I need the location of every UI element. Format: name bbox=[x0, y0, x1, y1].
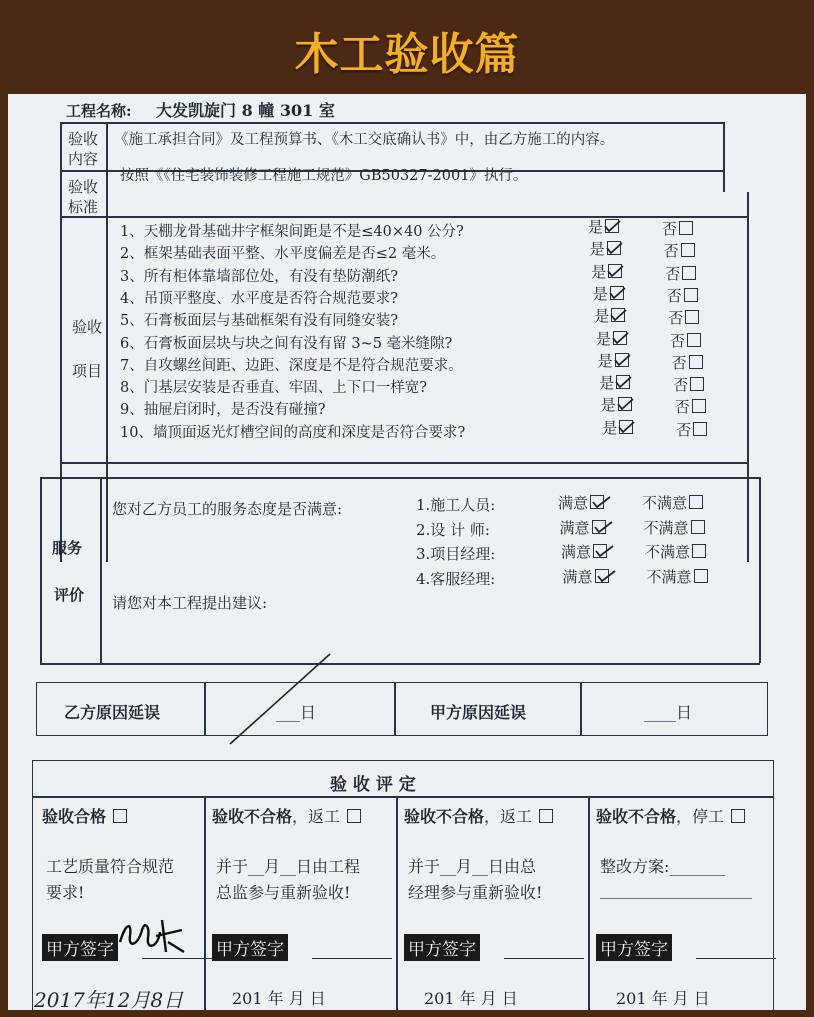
content-label-top: 验收 bbox=[68, 130, 99, 148]
unsatisfied-checkbox[interactable] bbox=[647, 566, 708, 587]
check-mark-icon bbox=[604, 220, 624, 234]
inspection-item: 10、墙顶面返光灯槽空间的高度和深度是否符合要求? bbox=[120, 424, 466, 441]
signature-line bbox=[696, 958, 776, 959]
no-label: 否 bbox=[673, 376, 689, 395]
handwritten-signature bbox=[116, 912, 188, 964]
handwritten-date: 2017年12月8日 bbox=[34, 988, 184, 1010]
inspection-item: 3、所有柜体靠墙部位处，有没有垫防潮纸? bbox=[120, 268, 398, 285]
yes-label: 是 bbox=[599, 374, 615, 393]
date-blank: 201 年 月 日 bbox=[616, 989, 710, 1008]
party-a-signature-label: 甲方签字 bbox=[42, 934, 118, 961]
service-staff-label: 3.项目经理: bbox=[416, 545, 496, 563]
checkbox-box bbox=[691, 520, 705, 534]
project-label: 工程名称: bbox=[66, 102, 132, 120]
no-label: 否 bbox=[668, 309, 684, 328]
no-label: 否 bbox=[666, 286, 682, 305]
no-label: 否 bbox=[674, 398, 690, 417]
no-checkbox[interactable] bbox=[670, 330, 701, 351]
no-label: 否 bbox=[676, 420, 692, 439]
yes-checkbox[interactable] bbox=[588, 216, 619, 237]
yes-label: 是 bbox=[594, 307, 610, 326]
rule bbox=[580, 682, 582, 736]
rule bbox=[60, 462, 748, 464]
no-checkbox[interactable] bbox=[665, 263, 696, 284]
check-mark-icon bbox=[592, 496, 614, 510]
evaluation-option-title: 验收不合格 bbox=[596, 807, 677, 826]
no-checkbox[interactable] bbox=[673, 374, 704, 395]
standard-text: 按照《《住宅装饰装修工程施工规范》GB50327-2001》执行。 bbox=[120, 168, 528, 184]
unsatisfied-label: 不满意 bbox=[646, 567, 692, 586]
evaluation-title: 验 收 评 定 bbox=[330, 775, 416, 795]
check-mark-icon bbox=[612, 332, 632, 346]
yes-checkbox[interactable] bbox=[594, 305, 625, 326]
rule bbox=[394, 682, 396, 736]
delay-days-b: ___日 bbox=[276, 703, 317, 722]
checkbox-box bbox=[539, 809, 553, 823]
standard-label-top: 验收 bbox=[68, 178, 99, 196]
date-blank: 201 年 月 日 bbox=[424, 989, 518, 1008]
check-mark-icon bbox=[607, 265, 627, 279]
rule bbox=[40, 477, 42, 665]
yes-label: 是 bbox=[588, 218, 604, 236]
rule bbox=[106, 122, 108, 562]
banner bbox=[0, 0, 814, 92]
items-label-top: 验收 bbox=[72, 318, 103, 336]
rule bbox=[747, 192, 749, 562]
no-label: 否 bbox=[662, 220, 678, 238]
inspection-form-photo bbox=[8, 94, 806, 1010]
no-checkbox[interactable] bbox=[676, 419, 707, 440]
evaluation-option[interactable] bbox=[42, 804, 127, 827]
banner-title: 木工验收篇 bbox=[294, 29, 520, 80]
unsatisfied-checkbox[interactable] bbox=[645, 541, 706, 562]
evaluation-body-line: 总监参与重新验收! bbox=[216, 883, 351, 902]
no-checkbox[interactable] bbox=[664, 240, 695, 261]
check-mark-icon bbox=[594, 521, 616, 535]
yes-checkbox[interactable] bbox=[598, 350, 629, 371]
rule bbox=[32, 796, 774, 798]
rule bbox=[40, 477, 760, 479]
evaluation-option-action: ，停工 bbox=[676, 807, 725, 826]
checkbox-box bbox=[731, 809, 745, 823]
rule bbox=[60, 122, 724, 124]
service-staff-label: 2.设 计 师: bbox=[416, 520, 490, 539]
evaluation-body-line: ___________________ bbox=[600, 880, 752, 899]
checkbox-box bbox=[694, 569, 708, 583]
rule bbox=[100, 477, 102, 665]
no-checkbox[interactable] bbox=[672, 352, 703, 373]
delay-party-b: 乙方原因延误 bbox=[64, 703, 161, 722]
evaluation-option-action: ，返工 bbox=[484, 807, 533, 826]
check-mark-icon bbox=[610, 309, 630, 323]
satisfied-label: 满意 bbox=[561, 543, 592, 561]
evaluation-body-line: 经理参与重新验收! bbox=[408, 883, 543, 902]
rule bbox=[759, 477, 761, 663]
delay-party-a: 甲方原因延误 bbox=[430, 703, 527, 722]
inspection-form bbox=[8, 94, 806, 1010]
evaluation-body-line: 整改方案:_______ bbox=[600, 857, 726, 876]
evaluation-option-title: 验收不合格 bbox=[212, 807, 293, 826]
check-mark-icon bbox=[618, 421, 638, 435]
satisfied-checkbox[interactable] bbox=[558, 492, 604, 513]
yes-checkbox[interactable] bbox=[593, 283, 624, 304]
yes-label: 是 bbox=[596, 329, 612, 348]
inspection-item: 8、门基层安装是否垂直、牢固、上下口一样宽? bbox=[120, 380, 427, 397]
check-mark-icon bbox=[595, 545, 617, 559]
service-suggest: 请您对本工程提出建议: bbox=[112, 594, 268, 612]
yes-label: 是 bbox=[589, 240, 605, 259]
no-checkbox[interactable] bbox=[667, 285, 698, 306]
yes-checkbox[interactable] bbox=[599, 372, 630, 393]
checkbox-box bbox=[113, 809, 127, 823]
rule bbox=[204, 796, 206, 1010]
signature-scribble bbox=[116, 912, 188, 956]
checkbox-box bbox=[693, 422, 707, 436]
checkbox-box bbox=[685, 310, 699, 324]
evaluation-body-line: 并于__月__日由工程 bbox=[216, 857, 361, 876]
checkbox-box bbox=[682, 266, 696, 280]
delay-days-a: ____日 bbox=[644, 703, 693, 722]
evaluation-option[interactable] bbox=[404, 804, 553, 827]
satisfied-label: 满意 bbox=[559, 518, 590, 537]
content-label-bottom: 内容 bbox=[68, 150, 99, 168]
standard-label-bottom: 标准 bbox=[68, 198, 99, 216]
unsatisfied-label: 不满意 bbox=[643, 518, 689, 537]
yes-checkbox[interactable] bbox=[601, 394, 632, 415]
unsatisfied-label: 不满意 bbox=[645, 543, 691, 561]
checkbox-box bbox=[690, 377, 704, 391]
checkbox-box bbox=[347, 809, 361, 823]
no-label: 否 bbox=[665, 264, 681, 283]
inspection-item: 4、吊顶平整度、水平度是否符合规范要求? bbox=[120, 290, 398, 307]
items-label-bottom: 项目 bbox=[72, 362, 103, 380]
no-checkbox[interactable] bbox=[668, 307, 699, 328]
evaluation-body-line: 工艺质量符合规范 bbox=[46, 857, 175, 876]
rule bbox=[60, 216, 748, 218]
unsatisfied-checkbox[interactable] bbox=[642, 492, 703, 513]
evaluation-body-line: 要求! bbox=[46, 883, 85, 902]
satisfied-checkbox[interactable] bbox=[563, 566, 609, 587]
service-label-bottom: 评价 bbox=[54, 586, 85, 604]
checkbox-box bbox=[689, 355, 703, 369]
evaluation-option-title: 验收合格 bbox=[42, 807, 107, 826]
inspection-item: 2、框架基础表面平整、水平度偏差是否≤2 毫米。 bbox=[120, 246, 446, 263]
yes-checkbox[interactable] bbox=[590, 238, 621, 259]
evaluation-body-line: 并于__月__日由总 bbox=[408, 857, 537, 876]
yes-label: 是 bbox=[592, 284, 608, 303]
unsatisfied-checkbox[interactable] bbox=[644, 517, 705, 538]
inspection-item: 9、抽屉启闭时，是否没有碰撞? bbox=[120, 402, 326, 419]
evaluation-option-title: 验收不合格 bbox=[404, 807, 485, 826]
rule bbox=[723, 122, 725, 192]
service-label-top: 服务 bbox=[52, 539, 83, 557]
satisfied-label: 满意 bbox=[562, 567, 593, 586]
inspection-item: 5、石膏板面层与基础框架有没有同缝安装? bbox=[120, 313, 398, 330]
yes-label: 是 bbox=[591, 262, 607, 281]
project-value: 大发凯旋门 8 幢 301 室 bbox=[156, 101, 335, 120]
yes-label: 是 bbox=[600, 396, 616, 415]
content-text: 《施工承担合同》及工程预算书、《木工交底确认书》中，由乙方施工的内容。 bbox=[114, 132, 615, 148]
satisfied-label: 满意 bbox=[558, 494, 589, 512]
yes-checkbox[interactable] bbox=[602, 417, 633, 438]
rule bbox=[204, 682, 206, 736]
unsatisfied-label: 不满意 bbox=[642, 494, 688, 512]
satisfied-checkbox[interactable] bbox=[560, 517, 606, 538]
yes-label: 是 bbox=[602, 418, 618, 437]
check-mark-icon bbox=[615, 376, 635, 390]
no-label: 否 bbox=[663, 242, 679, 261]
evaluation-option-action: ，返工 bbox=[292, 807, 341, 826]
check-mark-icon bbox=[609, 287, 629, 301]
rule bbox=[396, 796, 398, 1010]
satisfied-checkbox[interactable] bbox=[561, 541, 607, 562]
party-a-signature-label: 甲方签字 bbox=[404, 934, 480, 961]
check-mark-icon bbox=[617, 398, 637, 412]
inspection-item: 6、石膏板面层块与块之间有没有留 3~5 毫米缝隙? bbox=[120, 335, 453, 352]
date-blank: 201 年 月 日 bbox=[232, 989, 326, 1008]
service-question: 您对乙方员工的服务态度是否满意: bbox=[112, 500, 343, 518]
party-a-signature-label: 甲方签字 bbox=[212, 934, 288, 961]
checkbox-box bbox=[681, 243, 695, 257]
rule bbox=[40, 663, 760, 665]
signature-line bbox=[504, 958, 584, 959]
checkbox-box bbox=[679, 221, 693, 235]
check-mark-icon bbox=[614, 354, 634, 368]
evaluation-option[interactable] bbox=[212, 804, 361, 827]
checkbox-box bbox=[692, 399, 706, 413]
no-checkbox[interactable] bbox=[675, 396, 706, 417]
yes-checkbox[interactable] bbox=[591, 261, 622, 282]
no-label: 否 bbox=[670, 331, 686, 350]
service-staff-label: 1.施工人员: bbox=[416, 496, 496, 514]
inspection-item: 1、天棚龙骨基础井字框架间距是不是≤40×40 公分? bbox=[120, 224, 464, 240]
yes-checkbox[interactable] bbox=[596, 328, 627, 349]
evaluation-option[interactable] bbox=[596, 804, 745, 827]
signature-line bbox=[312, 958, 392, 959]
checkbox-box bbox=[684, 288, 698, 302]
no-label: 否 bbox=[671, 353, 687, 372]
inspection-item: 7、自攻螺丝间距、边距、深度是不是符合规范要求。 bbox=[120, 357, 463, 374]
rule bbox=[588, 796, 590, 1010]
check-mark-icon bbox=[606, 242, 626, 256]
checkbox-box bbox=[692, 544, 706, 558]
rule bbox=[60, 122, 62, 562]
party-a-signature-label: 甲方签字 bbox=[596, 934, 672, 961]
service-staff-label: 4.客服经理: bbox=[416, 569, 496, 588]
no-checkbox[interactable] bbox=[662, 218, 693, 239]
checkbox-box bbox=[687, 333, 701, 347]
check-mark-icon bbox=[597, 570, 619, 584]
yes-label: 是 bbox=[597, 351, 613, 370]
checkbox-box bbox=[689, 495, 703, 509]
